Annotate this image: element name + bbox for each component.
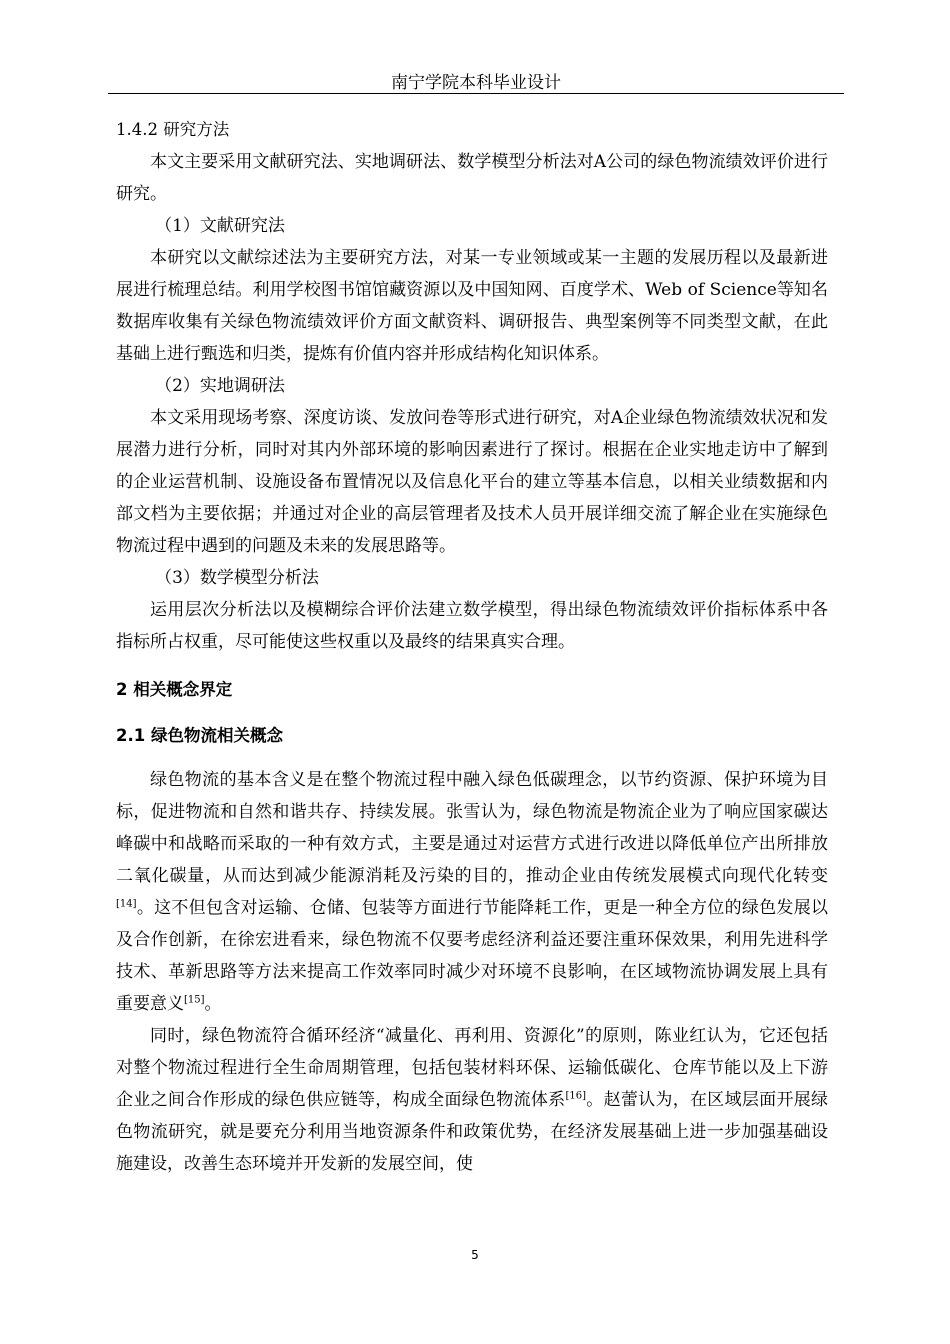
citation-16: [16] [565, 1090, 586, 1102]
page-number: 5 [471, 1248, 479, 1262]
paragraph-green-logistics-definition [116, 764, 828, 1020]
page-content [116, 114, 828, 1180]
text-run: 。这不但包含对运输、仓储、包装等方面进行节能降耗工作，更是一种全方位的绿色发展以及合作创新，在徐宏进看来，绿色物流不仅要考虑经济利益还要注重环保效果，利用先进科学技术、革新思路等方法来提高工作效率同时减少对环境不良影响，在区域物流协调发展上具有重要意义 [116, 898, 828, 1014]
method2-title: （2）实地调研法 [155, 376, 285, 396]
paragraph-method3: 运用层次分析法以及模糊综合评价法建立数学模型，得出绿色物流绩效评价指标体系中各指标所占权重，尽可能使这些权重以及最终的结果真实合理。 [116, 600, 828, 652]
chapter-heading-2: 2 相关概念界定 [116, 680, 233, 699]
page-header: 南宁学院本科毕业设计 [391, 73, 561, 93]
citation-15: [15] [184, 994, 205, 1006]
paragraph-circular-economy [116, 1020, 828, 1180]
citation-14: [14] [116, 898, 137, 910]
method1-title: （1）文献研究法 [155, 216, 285, 236]
spacer [116, 706, 828, 720]
spacer [116, 752, 828, 764]
paragraph-intro: 本文主要采用文献研究法、实地调研法、数学模型分析法对A公司的绿色物流绩效评价进行研究。 [116, 152, 828, 204]
paragraph-method1: 本研究以文献综述法为主要研究方法，对某一专业领域或某一主题的发展历程以及最新进展进行梳理总结。利用学校图书馆馆藏资源以及中国知网、百度学术、Web of Science等知名数据库收集有关绿色物流绩效评价方面文献资料、调研报告、典型案例等不同类型文献，在此基础上进行甄选和归类，提炼有价值内容并形成结构化知识体系。 [116, 248, 828, 364]
text-run: 。赵蕾认为，在区域层面开展绿色物流研究，就是要充分利用当地资源条件和政策优势，在经济发展基础上进一步加强基础设施建设，改善生态环境并开发新的发展空间，使 [116, 1090, 829, 1174]
spacer [116, 658, 828, 674]
method3-title: （3）数学模型分析法 [155, 568, 319, 588]
text-run: 绿色物流的基本含义是在整个物流过程中融入绿色低碳理念，以节约资源、保护环境为目标，促进物流和自然和谐共存、持续发展。张雪认为，绿色物流是物流企业为了响应国家碳达峰碳中和战略而采取的一种有效方式，主要是通过对运营方式进行改进以降低单位产出所排放二氧化碳量，从而达到减少能源消耗及污染的目的，推动企业由传统发展模式向现代化转变 [116, 770, 828, 886]
text-run: 。 [204, 994, 222, 1014]
header-divider [108, 93, 844, 94]
section-heading-2-1: 2.1 绿色物流相关概念 [116, 726, 283, 745]
section-heading-1-4-2: 1.4.2 研究方法 [116, 120, 230, 139]
paragraph-method2: 本文采用现场考察、深度访谈、发放问卷等形式进行研究，对A企业绿色物流绩效状况和发展潜力进行分析，同时对其内外部环境的影响因素进行了探讨。根据在企业实地走访中了解到的企业运营机制、设施设备布置情况以及信息化平台的建立等基本信息，以相关业绩数据和内部文档为主要依据；并通过对企业的高层管理者及技术人员开展详细交流了解企业在实施绿色物流过程中遇到的问题及未来的发展思路等。 [116, 408, 828, 556]
text-run: 同时，绿色物流符合循环经济“减量化、再利用、资源化”的原则，陈业红认为，它还包括对整个物流过程进行全生命周期管理，包括包装材料环保、运输低碳化、仓库节能以及上下游企业之间合作形成的绿色供应链等，构成全面绿色物流体系 [116, 1026, 828, 1110]
